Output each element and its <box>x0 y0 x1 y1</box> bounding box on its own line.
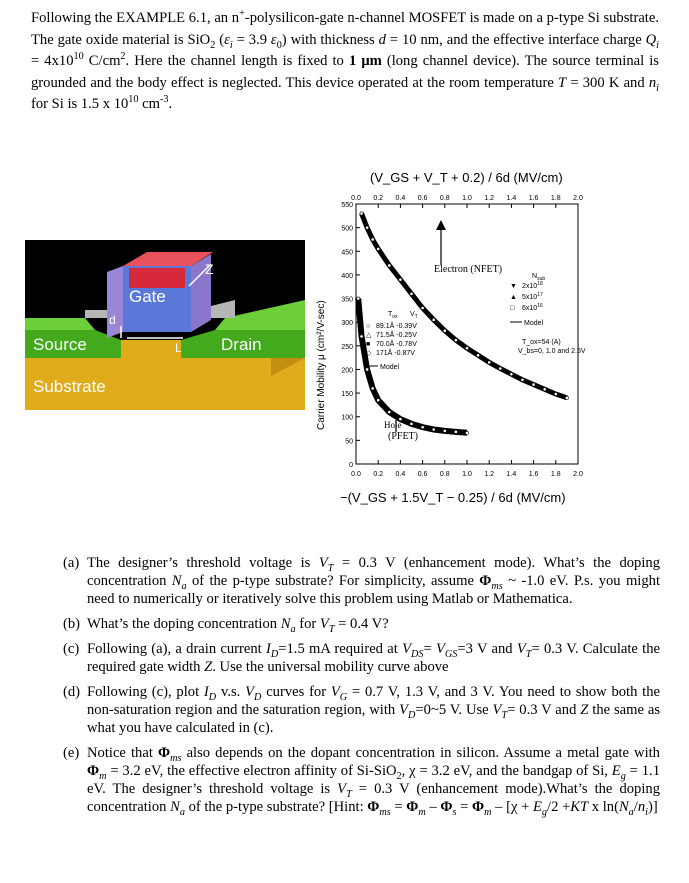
x-tick-label-top: 2.0 <box>573 195 583 202</box>
sup: 2 <box>120 51 126 63</box>
legend-right-header-sub: sub <box>537 276 546 282</box>
x-tick-label-bottom: 0.0 <box>351 471 361 478</box>
mobility-chart <box>310 160 640 510</box>
x-tick-label-bottom: 2.0 <box>573 471 583 478</box>
y-tick-label: 450 <box>341 249 353 257</box>
question-label: (a) <box>63 555 80 571</box>
question-segment: = <box>423 641 436 657</box>
question-segment: Φ <box>367 799 380 815</box>
y-tick-label: 100 <box>341 414 353 422</box>
question-segment: = 3.2 eV, the effective electron affinity of Si-SiO <box>106 763 397 779</box>
legend-right-model: Model <box>524 320 544 327</box>
question-segment: Following (c), plot <box>87 684 204 700</box>
question-segment: – <box>425 799 441 815</box>
legend-right-header: N <box>532 273 538 280</box>
question-segment: = 0.3 V and <box>507 702 581 718</box>
y-tick-label: 300 <box>341 320 353 328</box>
sub: i <box>656 39 659 51</box>
question-segment: = <box>390 799 407 815</box>
question-item <box>63 554 660 608</box>
symbol: Q <box>645 31 657 48</box>
hole-label-1: Hole <box>384 420 402 430</box>
legend-left-vt: V <box>410 311 415 318</box>
legend-right-item-exp: 17 <box>537 292 543 298</box>
question-segment: , χ = 3.2 eV, and the bandgap of Si, <box>401 763 612 779</box>
question-segment: DS <box>410 648 424 660</box>
legend-left-model: Model <box>380 364 400 371</box>
intro-text: Following the EXAMPLE 6.1, an n <box>31 10 240 26</box>
question-segment: N <box>170 799 180 815</box>
y-tick-label: 350 <box>341 296 353 304</box>
question-segment: s <box>452 806 457 818</box>
question-segment: Z <box>204 659 213 675</box>
question-segment: V <box>436 641 445 657</box>
electron-data-point <box>565 396 568 399</box>
x-tick-label-bottom: 0.2 <box>373 471 384 478</box>
symbol: d <box>378 31 386 48</box>
sup: 10 <box>73 51 84 63</box>
electron-data-point <box>554 392 557 395</box>
hole-data-point <box>410 422 413 425</box>
sub: i <box>656 82 659 94</box>
legend-left-item: 71.5Å -0.25V <box>376 332 417 339</box>
question-segment: Following (a), a drain current <box>87 641 266 657</box>
question-text <box>87 640 660 676</box>
question-segment: E <box>533 799 542 815</box>
legend-left-vt-sub: T <box>414 314 418 320</box>
question-segment: )] <box>647 799 658 815</box>
d-label: d <box>109 313 116 327</box>
question-segment: x ln( <box>588 799 619 815</box>
question-segment: V <box>402 641 411 657</box>
intro-text: ( <box>215 31 225 48</box>
question-item <box>63 615 660 633</box>
hole-data-point <box>366 368 369 371</box>
y-tick-label: 500 <box>341 225 353 233</box>
question-segment: T <box>328 623 335 635</box>
legend-right-item-text: 6x10 <box>522 305 538 312</box>
hole-label-2: (PFET) <box>388 431 418 442</box>
question-segment: /2 + <box>547 799 571 815</box>
legend-right-item <box>522 292 543 301</box>
legend-left-symbol: ■ <box>366 341 371 348</box>
question-segment: G <box>339 691 348 703</box>
question-segment: N <box>171 573 182 589</box>
question-segment: also depends on the dopant concentration in silicon. Assume a metal gate with <box>181 745 660 761</box>
electron-data-point <box>443 329 446 332</box>
question-segment: a <box>628 806 634 818</box>
y-tick-label: 550 <box>341 202 353 209</box>
y-tick-label: 400 <box>341 272 353 280</box>
question-segment: =0~5 V. Use <box>415 702 493 718</box>
question-text <box>87 744 660 816</box>
x-tick-label-top: 0.2 <box>373 195 384 202</box>
question-segment: the same as what you have calculated in (c). <box>87 702 661 736</box>
legend-left-symbol: △ <box>366 332 372 339</box>
question-segment: Φ <box>472 799 485 815</box>
question-segment: The designer’s threshold voltage is <box>87 555 319 571</box>
y-tick-label: 200 <box>341 367 353 375</box>
question-label: (e) <box>63 745 80 761</box>
question-segment: =1.5 mA required at <box>278 641 403 657</box>
intro-text: . <box>168 96 173 112</box>
symbol: n <box>648 74 657 91</box>
hole-data-point <box>454 430 457 433</box>
electron-data-point <box>410 292 413 295</box>
sup: + <box>239 8 245 20</box>
electron-data-point <box>366 226 369 229</box>
hole-data-point <box>443 429 446 432</box>
question-segment: V <box>337 781 347 797</box>
x-tick-label-bottom: 1.2 <box>484 471 495 478</box>
question-segment: ~ -1.0 eV. P.s. you might need to numerically or iteratively solve this problem using Matlab or Mathematica. <box>87 573 660 607</box>
question-text <box>87 554 660 608</box>
source-top <box>25 318 95 330</box>
l-label: L <box>175 341 182 355</box>
problem-intro <box>31 8 659 116</box>
question-segment: V <box>330 684 340 700</box>
question-segment: = 1.1 eV. The designer’s threshold voltage is <box>87 763 660 797</box>
sup: -3 <box>160 94 169 106</box>
hole-data-point <box>371 387 374 390</box>
question-segment: V <box>319 616 329 632</box>
question-segment: . Use the universal mobility curve above <box>212 659 449 675</box>
electron-data-point <box>499 367 502 370</box>
hole-data-point <box>377 399 380 402</box>
symbol: ε <box>270 31 277 48</box>
legend-right <box>510 273 586 355</box>
question-segment: V <box>516 641 526 657</box>
question-segment: ms <box>379 806 391 818</box>
y-tick-label: 50 <box>345 438 353 446</box>
gate-cap <box>129 268 185 288</box>
question-segment: ms <box>170 752 182 764</box>
x-tick-label-bottom: 1.8 <box>550 471 561 478</box>
x-tick-label-top: 0.0 <box>351 195 361 202</box>
question-segment: Z <box>580 702 589 718</box>
question-item <box>63 683 660 737</box>
sup: 10 <box>128 94 139 106</box>
electron-data-point <box>521 378 524 381</box>
question-segment: V <box>318 555 328 571</box>
legend-right-symbol: □ <box>510 305 515 312</box>
legend-right-item-text: 5x10 <box>522 294 538 301</box>
legend-left-item: 89.1Å -0.39V <box>376 323 417 330</box>
question-segment: T <box>501 709 508 721</box>
electron-data-point <box>488 361 491 364</box>
legend-left-symbol: ◇ <box>366 350 372 357</box>
electron-data-point <box>543 388 546 391</box>
question-item <box>63 640 660 676</box>
legend-left <box>366 311 418 371</box>
mosfet-diagram <box>25 240 305 410</box>
intro-text: = 3.9 <box>232 31 271 48</box>
question-label: (d) <box>63 684 81 700</box>
hole-data-point <box>421 426 424 429</box>
question-segment: i <box>645 806 648 818</box>
gate-label: Gate <box>129 287 166 306</box>
question-segment: T <box>346 788 352 800</box>
question-segment: V <box>245 684 255 700</box>
x-tick-label-top: 1.0 <box>462 195 472 202</box>
x-tick-label-bottom: 0.6 <box>417 471 428 478</box>
question-segment: Φ <box>158 745 171 761</box>
question-segment: E <box>611 763 621 779</box>
question-segment: V <box>399 702 409 718</box>
question-segment: Φ <box>440 799 453 815</box>
intro-text: for Si is 1.5 x 10 <box>31 96 129 112</box>
x-tick-label-bottom: 1.4 <box>506 471 517 478</box>
question-segment: = 0.3 V (enhancement mode).What’s the doping concentration <box>87 781 660 815</box>
question-segment: = 0.7 V, 1.3 V, and 3 V. You need to show both the non-saturation region and the saturation region, with <box>87 684 660 718</box>
question-segment: D <box>254 691 262 703</box>
sub: 2 <box>210 39 216 51</box>
question-segment: m <box>484 806 492 818</box>
question-segment: What’s the doping concentration <box>87 616 281 632</box>
x-tick-label-top: 1.6 <box>528 195 539 202</box>
electron-data-point <box>377 247 380 250</box>
question-segment: a <box>181 580 187 592</box>
electron-arrowhead <box>436 220 446 230</box>
hole-data-point <box>388 410 391 413</box>
source-label: Source <box>33 335 87 354</box>
question-segment: GS <box>444 648 458 660</box>
x-ticks-top <box>351 195 583 208</box>
y-tick-label: 250 <box>341 343 353 351</box>
intro-text: ) with thickness <box>281 31 379 48</box>
electron-label: Electron (NFET) <box>434 264 503 275</box>
legend-right-tox: T_ox=54 (A) <box>522 339 561 346</box>
legend-right-item <box>522 281 543 290</box>
x-tick-label-bottom: 0.8 <box>439 471 450 478</box>
question-text <box>87 683 660 737</box>
question-text <box>87 615 660 633</box>
drain-label: Drain <box>221 335 262 354</box>
x-tick-label-top: 1.8 <box>550 195 561 202</box>
electron-data-point <box>421 306 424 309</box>
question-segment: = <box>456 799 473 815</box>
intro-text: cm <box>138 96 160 112</box>
svg-text:Tox <box>388 311 398 320</box>
question-segment: g <box>620 770 626 782</box>
question-segment: ms <box>491 580 503 592</box>
svg-text:VT <box>410 311 418 320</box>
question-segment: D <box>270 648 279 660</box>
intro-text: (long channel device). The source terminal is grounded and the body effect is neglected. This device operated at the room temperature <box>31 53 659 91</box>
intro-text: = 300 K and <box>566 74 649 91</box>
electron-data-point <box>532 383 535 386</box>
legend-left-symbol: ○ <box>366 323 371 330</box>
question-segment: of the p-type substrate? For simplicity, assume <box>186 573 480 589</box>
electron-data-point <box>465 347 468 350</box>
question-segment: = 0.3 V. Calculate the required gate width <box>87 641 660 675</box>
hole-data-point <box>432 428 435 431</box>
x-tick-label-top: 0.8 <box>439 195 450 202</box>
question-segment: N <box>618 799 629 815</box>
z-label: Z <box>205 261 214 277</box>
electron-data-point <box>371 238 374 241</box>
intro-text: C/cm <box>83 53 121 69</box>
chart-ylabel: Carrier Mobility μ (cm²/V-sec) <box>316 300 327 430</box>
x-tick-label-bottom: 1.0 <box>462 471 472 478</box>
electron-data-point <box>477 354 480 357</box>
question-segment: V <box>492 702 502 718</box>
question-segment: g <box>541 806 548 818</box>
questions-list <box>63 554 660 823</box>
question-segment: / <box>633 799 638 815</box>
x-tick-label-top: 0.6 <box>417 195 428 202</box>
hole-data-point <box>465 431 468 434</box>
question-label: (b) <box>63 616 81 632</box>
electron-data-point <box>388 264 391 267</box>
intro-text: -polysilicon-gate n-channel MOSFET is made on a p-type Si substrate. The gate oxide material is SiO <box>31 10 659 48</box>
question-segment: m <box>99 770 107 782</box>
question-segment: a <box>179 806 185 818</box>
question-segment: T <box>525 648 532 660</box>
electron-data-point <box>399 278 402 281</box>
legend-left-item: 70.0Å -0.78V <box>376 341 417 348</box>
intro-text: = 4x10 <box>31 53 74 69</box>
question-segment: D <box>408 709 416 721</box>
symbol: T <box>558 74 567 91</box>
question-segment: a <box>290 623 296 635</box>
question-segment: Notice that <box>87 745 158 761</box>
question-segment: Φ <box>479 573 492 589</box>
question-segment: KT <box>570 799 589 815</box>
question-segment: m <box>418 806 426 818</box>
x-tick-label-top: 1.2 <box>484 195 495 202</box>
electron-data-point <box>510 373 513 376</box>
substrate-label: Substrate <box>33 377 106 396</box>
x-tick-label-bottom: 1.6 <box>528 471 539 478</box>
x-tick-label-bottom: 0.4 <box>395 471 406 478</box>
sub: i <box>229 39 233 51</box>
x-ticks-bottom <box>351 460 583 478</box>
legend-left-item: 171Å -0.87V <box>376 350 415 357</box>
y-tick-label: 150 <box>341 391 353 399</box>
question-item <box>63 744 660 816</box>
question-segment: = 0.3 V (enhancement mode). What’s the doping concentration <box>87 555 660 589</box>
legend-left-tox-sub: ox <box>392 314 398 320</box>
symbol: ε <box>224 31 230 48</box>
question-segment: = 0.4 V? <box>334 616 389 632</box>
legend-right-symbol: ▼ <box>510 283 517 290</box>
question-segment: for <box>295 616 320 632</box>
question-segment: 2 <box>396 770 402 782</box>
question-segment: T <box>327 562 334 574</box>
legend-left-tox: T <box>388 311 393 318</box>
chart-xlabel-bottom: −(V_GS + 1.5V_T − 0.25) / 6d (MV/cm) <box>340 490 566 505</box>
question-segment: χ + <box>510 799 533 815</box>
electron-data-point <box>360 212 363 215</box>
question-segment: N <box>280 616 291 632</box>
legend-right-item-exp: 16 <box>537 303 543 309</box>
question-segment: I <box>203 684 209 700</box>
channel-region <box>121 340 181 358</box>
legend-right-vbs: V_bs=0, 1.0 and 2.5V <box>518 348 586 355</box>
electron-data-point <box>454 339 457 342</box>
question-label: (c) <box>63 641 80 657</box>
question-segment: of the p-type substrate? [Hint: <box>184 799 368 815</box>
legend-right-item <box>522 303 543 312</box>
question-segment: – [ <box>491 799 511 815</box>
legend-right-item-text: 2x10 <box>522 283 538 290</box>
question-segment: =3 V and <box>457 641 517 657</box>
hole-data-point <box>360 335 363 338</box>
question-segment: curves for <box>261 684 331 700</box>
y-tick-label: 0 <box>349 462 353 469</box>
channel-length: 1 μm <box>348 53 382 69</box>
question-segment: D <box>208 691 217 703</box>
electron-data-point <box>432 318 435 321</box>
x-tick-label-top: 0.4 <box>395 195 406 202</box>
question-segment: Φ <box>87 763 100 779</box>
sub: 0 <box>276 39 282 51</box>
intro-text: . Here the channel length is fixed to <box>125 53 349 69</box>
y-ticks <box>341 202 360 469</box>
intro-text: = 10 nm, and the effective interface charge <box>385 31 646 48</box>
question-segment: Φ <box>406 799 419 815</box>
question-segment: I <box>266 641 271 657</box>
legend-right-symbol: ▲ <box>510 294 517 301</box>
question-segment: n <box>637 799 646 815</box>
legend-right-item-exp: 18 <box>537 281 543 287</box>
question-segment: v.s. <box>216 684 246 700</box>
x-tick-label-top: 1.4 <box>506 195 517 202</box>
chart-title-top: (V_GS + V_T + 0.2) / 6d (MV/cm) <box>370 170 563 185</box>
hole-data-point <box>357 297 360 300</box>
